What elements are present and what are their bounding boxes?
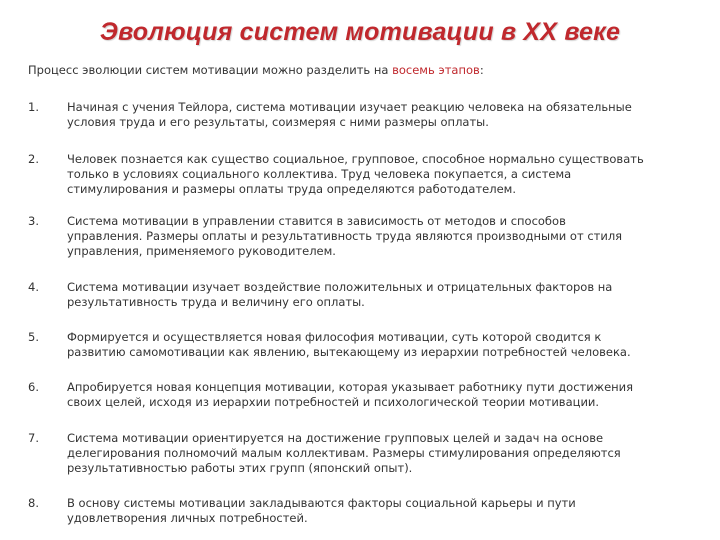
item-text: Человек познается как существо социальное, групповое, способное нормально существовать только в условиях социального коллектива. Труд человека покупается, а система стимулирования и размеры оплаты труда определяются работодателем. [67,152,644,196]
item-number: 6. [28,380,39,394]
intro-colon: : [479,63,484,77]
item-number: 4. [28,280,39,294]
item-number: 3. [28,214,39,228]
item-text: Система мотивации ориентируется на достижение групповых целей и задач на основе делегирования полномочий малым коллективам. Размеры стимулирования определяются результативностью работы этих групп (японский опыт). [67,431,621,475]
page-title: Эволюция систем мотивации в XX веке [99,18,621,46]
intro-highlight: восемь этапов [392,63,480,77]
item-text: Система мотивации изучает воздействие положительных и отрицательных факторов на результативность труда и величину его оплаты. [67,280,613,309]
item-text: Начиная с учения Тейлора, система мотивации изучает реакцию человека на обязательные условия труда и его результаты, соизмеряя с ними размеры оплаты. [67,100,632,129]
item-number: 2. [28,152,39,166]
item-number: 7. [28,431,39,445]
item-text: Формируется и осуществляется новая философия мотивации, суть которой сводится к развитию самомотивации как явлению, вытекающему из иерархии потребностей человека. [67,330,631,359]
item-text: Система мотивации в управлении ставится в зависимость от методов и способов управления. Размеры оплаты и результативность труда являются производными от стиля управления, применяемого руководителем. [67,214,623,258]
intro-paragraph [28,63,484,77]
item-number: 1. [28,100,39,114]
item-text: Апробируется новая концепция мотивации, которая указывает работнику пути достижения своих целей, исходя из иерархии потребностей и психологической теории мотивации. [67,380,634,409]
item-number: 8. [28,496,39,510]
item-text: В основу системы мотивации закладываются факторы социальной карьеры и пути удовлетворения личных потребностей. [67,496,576,525]
intro-text: Процесс эволюции систем мотивации можно разделить на [28,63,393,77]
item-number: 5. [28,330,39,344]
